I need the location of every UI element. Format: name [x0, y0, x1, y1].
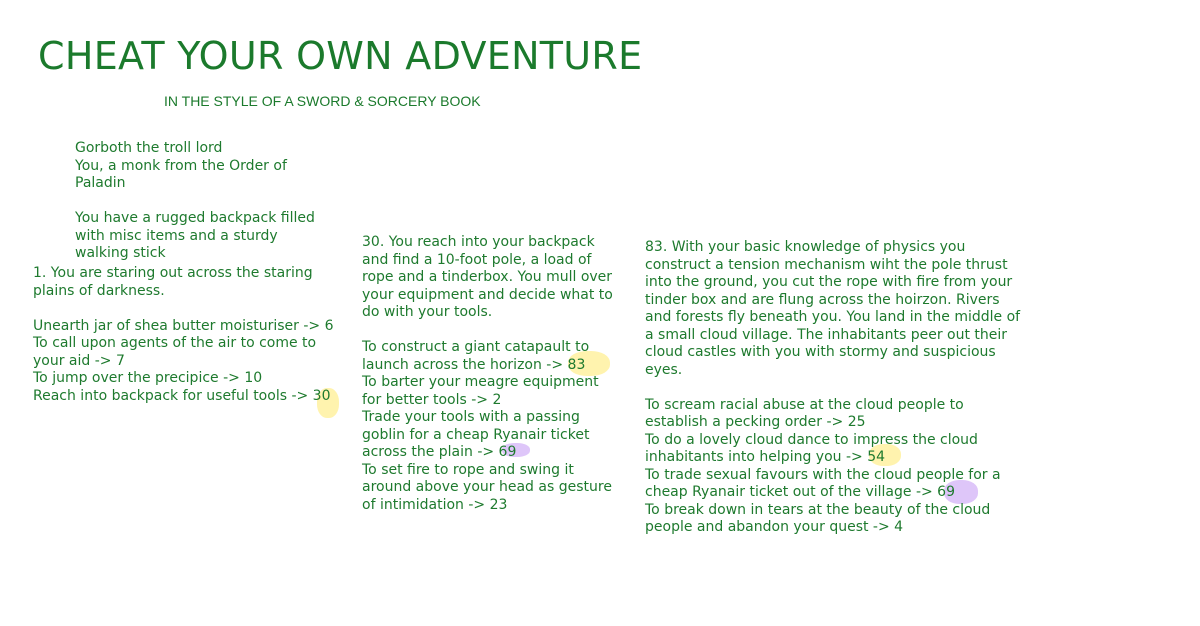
choice-option[interactable]: cheap Ryanair ticket out of the village -> 69 — [645, 484, 955, 500]
choice-option[interactable]: To set fire to rope and swing it — [362, 461, 574, 478]
characters-line: You, a monk from the Order of — [75, 157, 287, 174]
story-line: do with your tools. — [362, 304, 493, 320]
section-1 — [33, 265, 334, 405]
choice-option[interactable]: Reach into backpack for useful tools -> 30 — [33, 387, 331, 404]
choice-option[interactable]: To jump over the precipice -> 10 — [33, 370, 263, 386]
story-line: cloud castles with you with stormy and suspicious — [645, 344, 996, 360]
choice-option[interactable]: across the plain -> 69 — [362, 444, 517, 460]
story-line: eyes. — [645, 361, 683, 378]
choice-option[interactable]: around above your head as gesture — [362, 479, 612, 495]
choice-option[interactable]: goblin for a cheap Ryanair ticket — [362, 426, 590, 443]
story-line: into the ground, you cut the rope with fire from your — [645, 274, 1013, 290]
story-line: and find a 10-foot pole, a load of — [362, 251, 592, 268]
choice-option[interactable]: your aid -> 7 — [33, 352, 125, 369]
choice-option[interactable]: To barter your meagre equipment — [362, 374, 599, 390]
story-line: construct a tension mechanism wiht the pole thrust — [645, 256, 1008, 273]
story-line: plains of darkness. — [33, 282, 165, 299]
characters-line: Paladin — [75, 175, 126, 191]
choice-option[interactable]: To scream racial abuse at the cloud people to — [645, 396, 964, 413]
choice-option[interactable]: To construct a giant catapault to — [362, 339, 590, 355]
choice-option[interactable]: To break down in tears at the beauty of the cloud — [645, 501, 991, 518]
inventory-line: You have a rugged backpack filled — [75, 210, 315, 226]
inventory-line: walking stick — [75, 245, 166, 261]
story-line: your equipment and decide what to — [362, 286, 613, 303]
story-line: 1. You are staring out across the staring — [33, 265, 313, 281]
choice-option[interactable]: for better tools -> 2 — [362, 391, 502, 408]
choice-option[interactable]: To trade sexual favours with the cloud people for a — [645, 466, 1001, 483]
section-30 — [362, 234, 613, 514]
story-line: rope and a tinderbox. You mull over — [362, 269, 613, 285]
inventory-line: with misc items and a sturdy — [75, 227, 278, 244]
page-subtitle: IN THE STYLE OF A SWORD & SORCERY BOOK — [164, 93, 481, 109]
story-line: and forests fly beneath you. You land in the middle of — [645, 309, 1021, 325]
choice-option[interactable]: of intimidation -> 23 — [362, 496, 508, 513]
choice-option[interactable]: establish a pecking order -> 25 — [645, 414, 866, 430]
story-line: 30. You reach into your backpack — [362, 234, 595, 250]
choice-option[interactable]: Trade your tools with a passing — [362, 409, 580, 425]
choice-option[interactable]: To do a lovely cloud dance to impress the cloud — [645, 431, 978, 448]
page-title: CHEAT YOUR OWN ADVENTURE — [38, 34, 643, 78]
choice-option[interactable]: inhabitants into helping you -> 54 — [645, 449, 886, 465]
section-83 — [645, 239, 1020, 537]
intro-block — [75, 140, 315, 263]
story-line: a small cloud village. The inhabitants peer out their — [645, 326, 1008, 343]
choice-option[interactable]: launch across the horizon -> 83 — [362, 356, 586, 373]
story-line: 83. With your basic knowledge of physics you — [645, 239, 966, 255]
story-line: tinder box and are flung across the hoirzon. Rivers — [645, 291, 1000, 308]
choice-option[interactable]: Unearth jar of shea butter moisturiser -> 6 — [33, 317, 334, 334]
choice-option[interactable]: To call upon agents of the air to come to — [33, 335, 317, 351]
characters-line: Gorboth the troll lord — [75, 140, 223, 156]
choice-option[interactable]: people and abandon your quest -> 4 — [645, 519, 904, 535]
